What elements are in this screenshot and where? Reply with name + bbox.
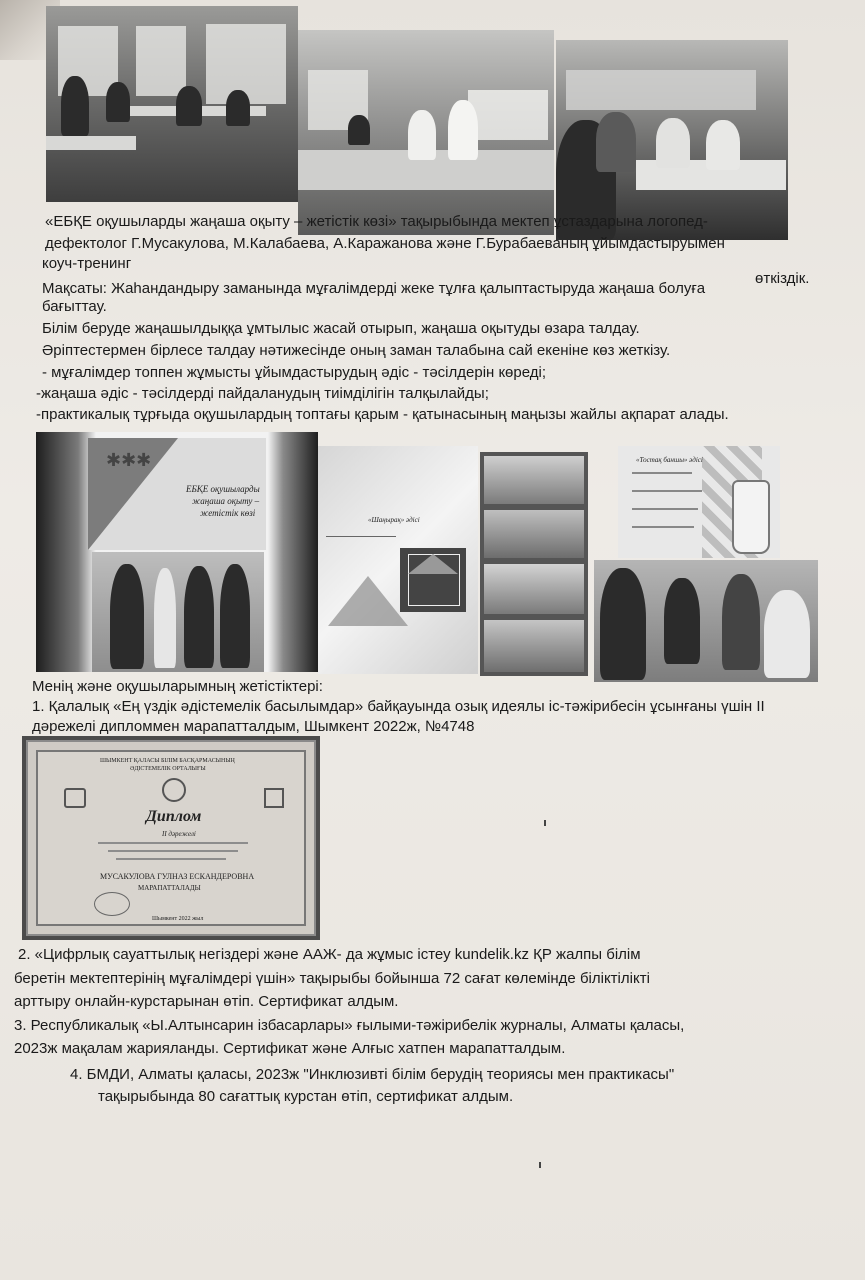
body-line-4: -жаңаша әдіс - тәсілдерді пайдаланудың тиімділігін талқылайды; xyxy=(36,385,489,402)
achievement-2-line-3: арттыру онлайн-курстарынан өтіп. Сертификат алдым. xyxy=(14,993,399,1010)
diploma-city-year: Шымкент 2022 жыл xyxy=(152,916,204,922)
achievement-1-line-2: дәрежелі дипломмен марапатталдым, Шымкент 2022ж, №4748 xyxy=(32,718,475,735)
shanyrak-frame-diagram xyxy=(400,548,466,612)
caption-line-3-right: өткіздік. xyxy=(755,270,810,287)
diploma-org-2: ӘДІСТЕМЕЛІК ОРТАЛЫҒЫ xyxy=(130,766,206,772)
slide-title-l1: ЕБҚЕ оқушыларды xyxy=(186,484,260,494)
method-slide-heading: «Шаңырақ» әдісі xyxy=(368,516,420,524)
photo-classroom-2 xyxy=(298,30,554,235)
collage-teachers-experiment xyxy=(594,560,818,682)
achievement-1-line-1: 1. Қалалық «Ең үздік әдістемелік басылымдар» байқауында озық идеялы іс-тәжірибесін ұсынғаны үшін II xyxy=(32,698,765,715)
body-line-1: Білім беруде жаңашылдыққа ұмтылыс жасай отырып, жаңаша оқытуды өзара талдау. xyxy=(42,320,640,337)
goal-line-2: бағыттау. xyxy=(42,298,107,315)
goal-line-1: Мақсаты: Жаһандандыру заманында мұғалімдерді жеке тұлға қалыптастыруда жаңаша болуға xyxy=(42,280,706,297)
achievement-4-line-2: тақырыбында 80 сағаттық курстан өтіп, сертификат алдым. xyxy=(98,1088,514,1105)
speck-mark-1 xyxy=(544,820,546,826)
right-emblem-icon xyxy=(264,788,284,808)
slide-title-l2: жаңаша оқыту – xyxy=(192,496,260,506)
collage-group-work-photos xyxy=(480,452,588,676)
achievement-4-line-1: 4. БМДИ, Алматы қаласы, 2023ж "Инклюзивті білім берудің теориясы мен практикасы" xyxy=(70,1066,675,1083)
speck-mark-2 xyxy=(539,1162,541,1168)
collage-jar-slide xyxy=(618,446,780,558)
photo-classroom-3 xyxy=(556,40,788,240)
achievement-3-line-2: 2023ж мақалам жарияланды. Сертификат және Алғыс хатпен марапатталдым. xyxy=(14,1040,566,1057)
center-emblem-icon xyxy=(162,778,186,802)
slide-title-card xyxy=(88,438,266,550)
achievement-2-line-1: 2. «Цифрлық сауаттылық негіздері және ААЖ- да жұмыс істеу kundelik.kz ҚР жалпы білім xyxy=(18,946,641,963)
jar-slide-heading: «Тостақ баншы» әдісі xyxy=(636,456,703,464)
body-line-2: Әріптестермен бірлесе талдау нәтижесінде оның заман талабына сай екеніне көз жеткізу. xyxy=(42,342,671,359)
body-line-5: -практикалық тұрғыда оқушылардың топтағы қарым - қатынасының маңызы жайлы ақпарат алады. xyxy=(36,406,729,423)
achievement-2-line-2: беретін мектептерінің мұғалімдері үшін» тақырыбы бойынша 72 сағат көлемінде біліктілікті xyxy=(14,970,650,987)
glass-jar-icon xyxy=(732,480,770,554)
caption-line-1: «ЕБҚЕ оқушыларды жаңаша оқыту – жетістік көзі» тақырыбында мектеп ұстаздарына логопед- xyxy=(45,213,708,230)
collage-method-slide xyxy=(318,446,478,674)
diploma-org: ШЫМКЕНТ ҚАЛАСЫ БІЛІМ БАСҚАРМАСЫНЫҢ xyxy=(100,758,235,764)
diploma-degree: II дәрежелі xyxy=(162,830,196,838)
photo-classroom-1 xyxy=(46,6,298,202)
teachers-group-photo xyxy=(92,552,264,672)
diploma-recipient: МУСАКУЛОВА ГУЛНАЗ ЕСКАНДЕРОВНА xyxy=(100,872,255,881)
slide-title-l3: жетістік көзі xyxy=(200,508,256,518)
dancing-children-icon: ✱✱✱ xyxy=(106,450,152,470)
caption-line-3: коуч-тренинг xyxy=(42,255,132,272)
caption-line-2: дефектолог Г.Мусакулова, М.Калабаева, А.Каражанова және Г.Бурабаеваның ұйымдастыруымен xyxy=(45,235,725,252)
left-emblem-icon xyxy=(64,788,86,808)
diploma-awarded: МАРАПАТТАЛАДЫ xyxy=(138,884,201,892)
achievements-heading: Менің және оқушыларымның жетістіктері: xyxy=(32,678,323,695)
body-line-3: - мұғалімдер топпен жұмысты ұйымдастырудың әдіс - тәсілдерін көреді; xyxy=(42,364,546,381)
achievement-3-line-1: 3. Республикалық «Ы.Алтынсарин ізбасарлары» ғылыми-тәжірибелік журналы, Алматы қаласы, xyxy=(14,1017,685,1034)
collage-slides-teachers xyxy=(36,432,318,672)
diploma-image xyxy=(22,736,320,940)
signature-stamp xyxy=(94,892,130,916)
diploma-title: Диплом xyxy=(146,808,202,825)
